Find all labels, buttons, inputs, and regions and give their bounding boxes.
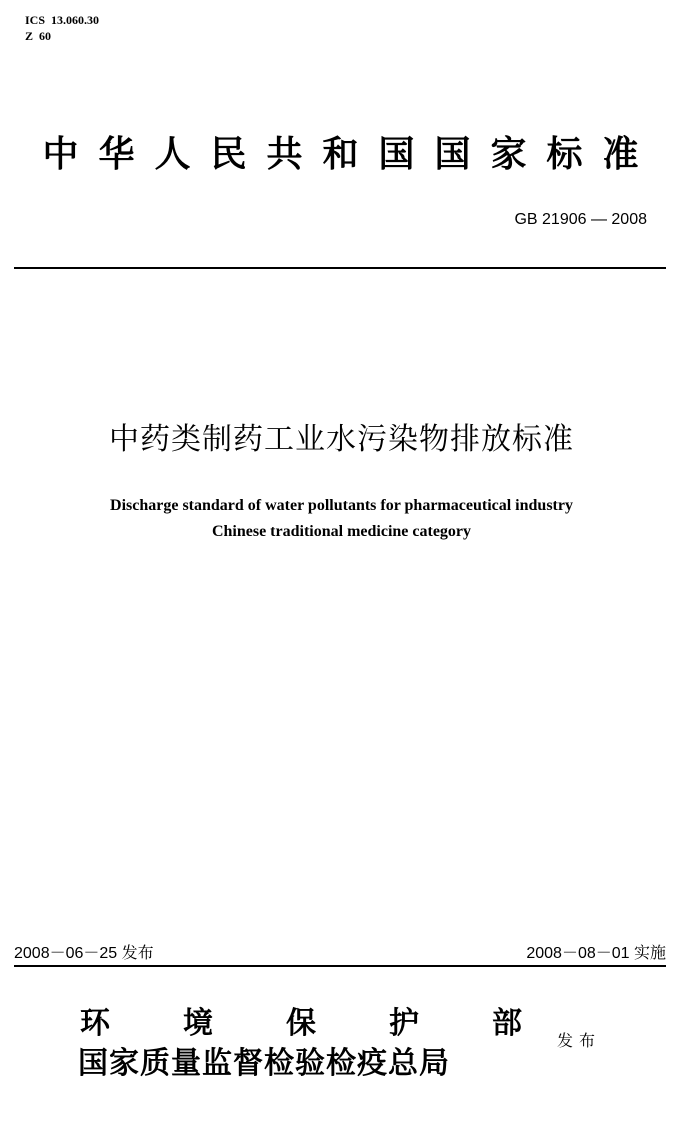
bottom-divider xyxy=(14,965,666,967)
ics-code: ICS 13.060.30 xyxy=(25,13,100,27)
classification-codes xyxy=(25,12,99,44)
top-divider xyxy=(14,267,666,269)
authority-1-char: 护 xyxy=(389,1006,419,1041)
publish-label: 发布 xyxy=(557,1031,602,1050)
standard-number: GB 21906 — 2008 xyxy=(514,211,647,228)
document-title-english xyxy=(0,493,683,545)
authority-1-char: 境 xyxy=(183,1006,213,1041)
implementation-date: 2008－08－01 实施 xyxy=(526,945,666,962)
document-title-chinese: 中药类制药工业水污染物排放标准 xyxy=(109,422,574,457)
authority-1-char: 环 xyxy=(80,1006,110,1041)
authority-1-char: 保 xyxy=(286,1006,316,1041)
issuing-authority-2: 国家质量监督检验检疫总局 xyxy=(78,1046,450,1081)
english-title-line-1: Discharge standard of water pollutants for pharmaceutical industry xyxy=(110,497,573,514)
authority-1-char: 部 xyxy=(492,1006,522,1041)
issue-date: 2008－06－25 发布 xyxy=(14,945,154,962)
national-standard-title: 中华人民共和国国家标准 xyxy=(42,133,659,175)
category-code: Z 60 xyxy=(25,29,52,43)
english-title-line-2: Chinese traditional medicine category xyxy=(211,523,472,540)
issuing-authority-1 xyxy=(80,1004,522,1044)
